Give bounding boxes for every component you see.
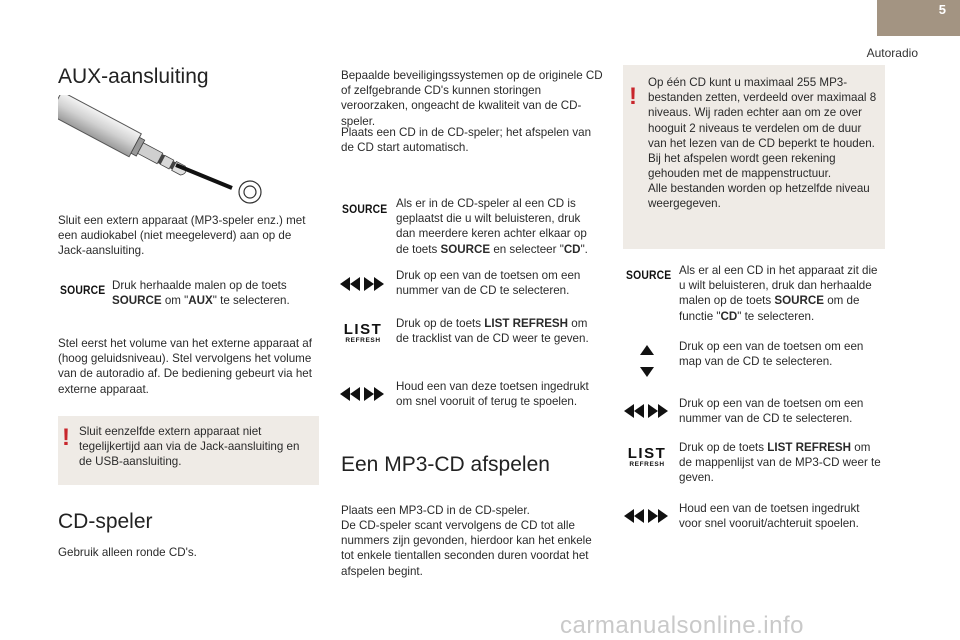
cd-list-text: Druk op de toets LIST REFRESH om de tracklist van de CD weer te geven. [396,317,589,346]
cd-intro: Gebruik alleen ronde CD's. [58,546,197,559]
page-tab [877,0,960,36]
mp3-scan-text: De CD-speler scant vervolgens de CD tot alle nummers zijn gevonden, hierdoor kan het enkele tot enkele tientallen seconden duren voordat het afspelen begint. [341,519,592,578]
watermark: carmanualsonline.info [560,612,804,639]
aux-note-box [58,416,319,485]
aux-volume-text: Stel eerst het volume van het externe apparaat af (hoog geluidsniveau). Stel vervolgens het volume van de autoradio af. De bediening gebeurt via het externe apparaat. [58,337,312,396]
source-key-icon: SOURCE [60,285,106,297]
mp3-note-text-1: Op één CD kunt u maximaal 255 MP3-bestanden zetten, verdeeld over maximaal 8 niveaus. Wij raden echter aan om ze over hooguit 2 niveaus te verdelen om de duur van het lezen van de CD beperkt te houden. [648,76,877,150]
cd-track-text: Druk op een van de toetsen om een nummer van de CD te selecteren. [396,269,581,298]
mp3-note-text-3: Alle bestanden worden op hetzelfde niveau weergegeven. [648,182,870,211]
mp3-heading: Een MP3-CD afspelen [341,453,550,476]
cd-source-step: Als er in de CD-speler al een CD is geplaatst die u wilt beluisteren, druk dan meerdere keren achter elkaar op de toets SOURCE en selecteer "CD". [396,197,588,256]
aux-intro: Sluit een extern apparaat (MP3-speler enz.) met een audiokabel (niet meegeleverd) aan op de Jack-aansluiting. [58,214,306,258]
mp3-hold-text: Houd een van de toetsen ingedrukt voor snel vooruit/achteruit spoelen. [679,502,860,531]
cd-insert-text: Plaats een CD in de CD-speler; het afspelen van de CD start automatisch. [341,126,592,155]
prev-next-arrows-icon [624,509,668,523]
cd-security-text: Bepaalde beveiligingssystemen op de originele CD of zelfgebrande CD's kunnen storingen veroorzaken, ongeacht de kwaliteit van de CD-speler. [341,69,603,128]
warning-icon: ! [629,83,637,110]
mp3-map-text: Druk op een van de toetsen om een map van de CD te selecteren. [679,340,864,369]
aux-note-text: Sluit eenzelfde extern apparaat niet tegelijkertijd aan via de Jack-aansluiting en de USB-aansluiting. [79,425,300,469]
page-number: 5 [938,2,946,17]
prev-next-arrows-icon [340,277,384,291]
aux-step: Druk herhaalde malen op de toets SOURCE om "AUX" te selecteren. [112,279,290,308]
mp3-note-box [623,65,885,249]
list-refresh-key-icon: LIST REFRESH [343,321,383,344]
warning-icon: ! [62,424,70,451]
cd-hold-text: Houd een van deze toetsen ingedrukt om snel vooruit of terug te spoelen. [396,380,589,409]
source-key-icon: SOURCE [626,270,672,282]
aux-heading: AUX-aansluiting [58,65,209,88]
up-down-arrows-icon [640,345,654,377]
mp3-track-text: Druk op een van de toetsen om een nummer van de CD te selecteren. [679,397,864,426]
mp3-source-step: Als er al een CD in het apparaat zit die u wilt beluisteren, druk dan herhaalde malen op de toets SOURCE om de functie "CD" te selecteren. [679,264,878,323]
mp3-list-text: Druk op de toets LIST REFRESH om de mappenlijst van de MP3-CD weer te geven. [679,441,881,485]
mp3-note-text-2: Bij het afspelen wordt geen rekening gehouden met de mappenstructuur. [648,152,836,181]
prev-next-arrows-icon [624,404,668,418]
section-title: Autoradio [866,46,918,60]
mp3-insert-text: Plaats een MP3-CD in de CD-speler. [341,504,530,517]
prev-next-arrows-icon [340,387,384,401]
jack-plug-illustration [58,95,268,205]
cd-heading: CD-speler [58,510,153,533]
source-key-icon: SOURCE [342,204,388,216]
list-refresh-key-icon: LIST REFRESH [627,445,667,468]
